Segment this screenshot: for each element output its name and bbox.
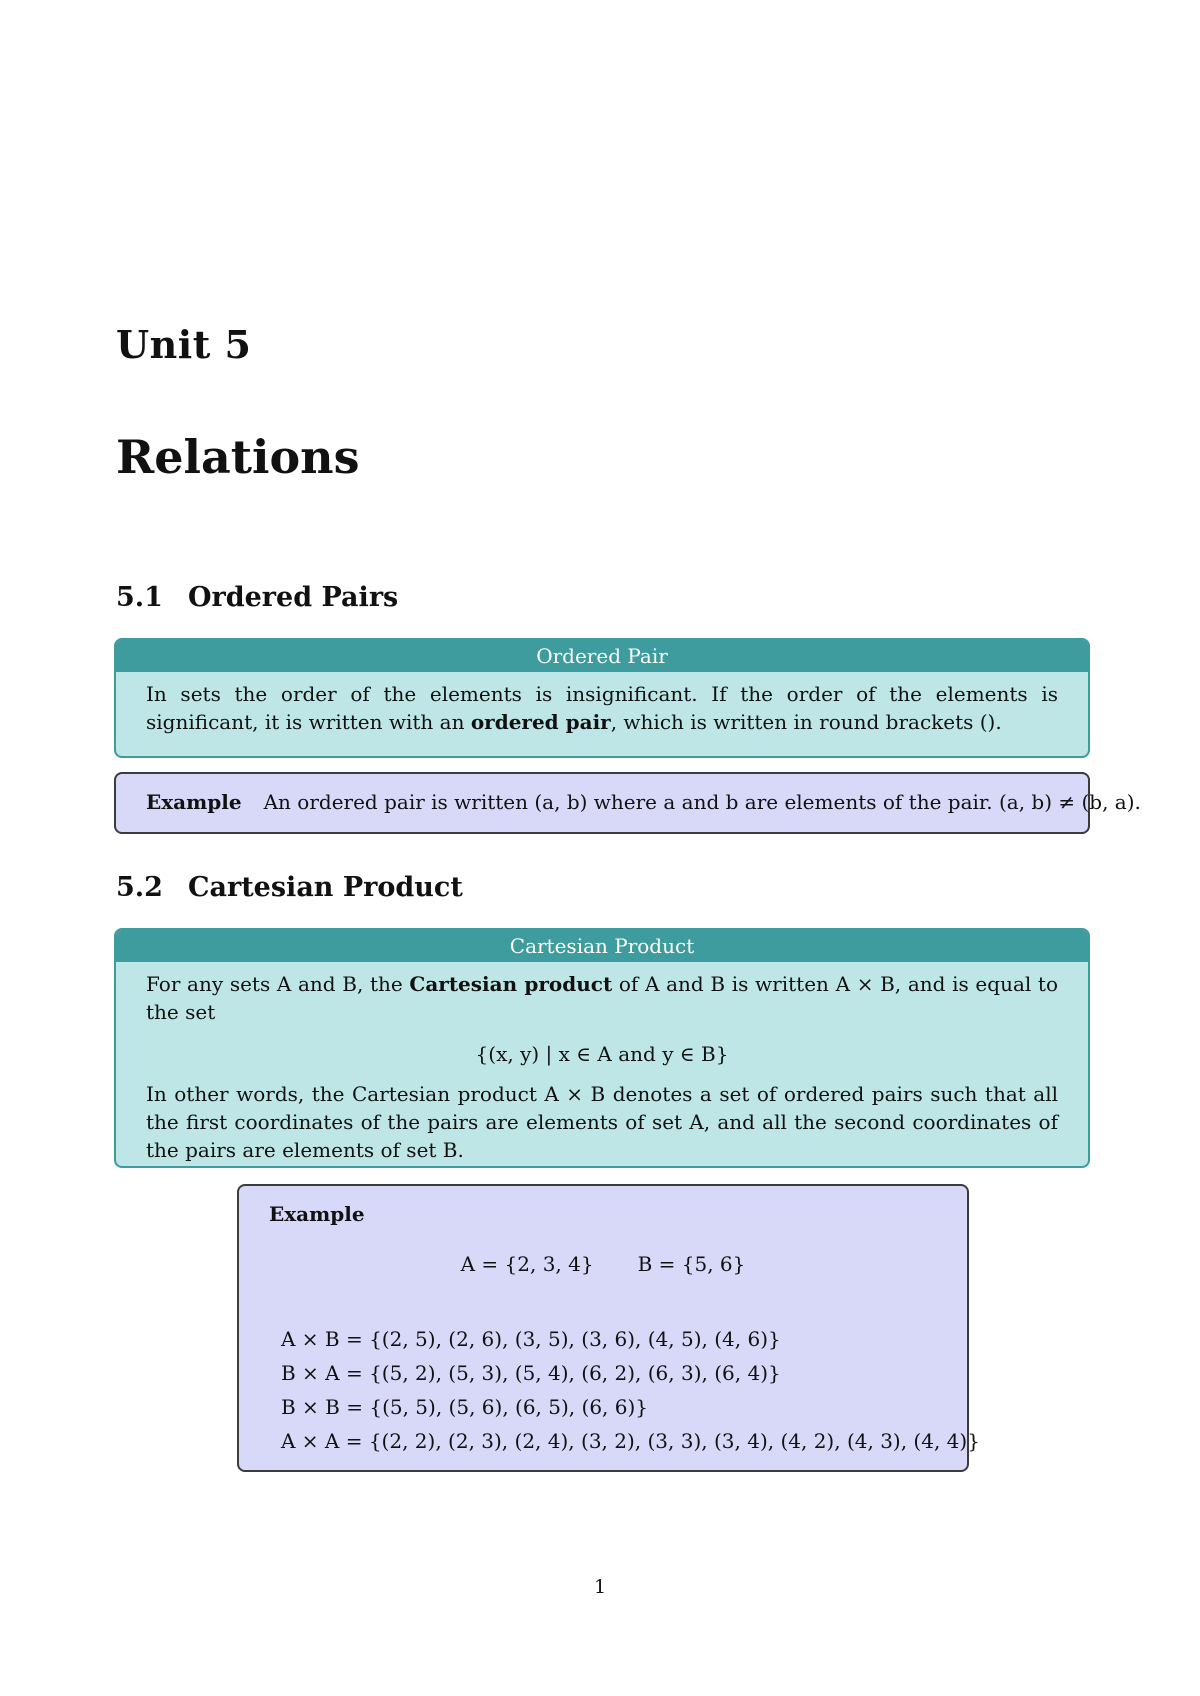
definition-text: , which is written in round brackets (). <box>610 710 1002 734</box>
product-line: A × B = {(2, 5), (2, 6), (3, 5), (3, 6), (4, 5), (4, 6)} <box>281 1327 781 1351</box>
product-line: B × A = {(5, 2), (5, 3), (5, 4), (6, 2), (6, 3), (6, 4)} <box>281 1361 781 1385</box>
example-box-ordered-pair <box>114 772 1141 834</box>
example-box-cartesian-product <box>237 1184 980 1472</box>
example-row <box>146 790 1141 814</box>
definition-paragraph <box>146 970 1058 1026</box>
definition-paragraph: In other words, the Cartesian product A × B denotes a set of ordered pairs such that all the first coordinates of the pairs are elements of set A, and all the second coordinates of the pairs are elements of set B. <box>146 1082 1058 1162</box>
section-heading-cartesian-product <box>116 872 463 903</box>
example-label: Example <box>269 1202 365 1226</box>
definition-box-body <box>116 672 1088 746</box>
definition-text: of A and B is written A × B, and is equal to the set <box>146 972 1059 1024</box>
page-number: 1 <box>593 1576 607 1598</box>
product-list <box>281 1322 980 1458</box>
example-label: Example <box>146 790 242 814</box>
definition-text: In sets the order of the elements is insignificant. If the order of the elements is significant, it is written with an <box>146 682 1058 734</box>
section-number: 5.1 <box>116 582 163 613</box>
definition-box-header: Ordered Pair <box>116 640 1088 672</box>
chapter-title: Relations <box>116 430 360 484</box>
section-title: Ordered Pairs <box>188 582 399 613</box>
definition-box-body <box>116 962 1088 1168</box>
set-builder-formula: {(x, y) | x ∈ A and y ∈ B} <box>475 1042 729 1066</box>
section-number: 5.2 <box>116 872 163 903</box>
product-line: A × A = {(2, 2), (2, 3), (2, 4), (3, 2), (3, 3), (3, 4), (4, 2), (4, 3), (4, 4)} <box>281 1429 980 1453</box>
section-title: Cartesian Product <box>188 872 463 903</box>
example-text: An ordered pair is written (a, b) where a and b are elements of the pair. (a, b) ≠ (b, a). <box>263 790 1141 814</box>
unit-label: Unit 5 <box>116 322 252 367</box>
set-b-definition: B = {5, 6} <box>637 1252 746 1276</box>
definition-box-cartesian-product <box>114 928 1090 1168</box>
definition-box-header: Cartesian Product <box>116 930 1088 962</box>
definition-box-ordered-pair <box>114 638 1090 758</box>
section-heading-ordered-pairs <box>116 582 398 613</box>
definition-text: For any sets A and B, the <box>146 972 410 996</box>
example-sets <box>239 1252 967 1276</box>
set-a-definition: A = {2, 3, 4} <box>460 1252 594 1276</box>
definition-term: Cartesian product <box>409 972 613 996</box>
product-line: B × B = {(5, 5), (5, 6), (6, 5), (6, 6)} <box>281 1395 649 1419</box>
definition-term: ordered pair <box>470 710 611 734</box>
